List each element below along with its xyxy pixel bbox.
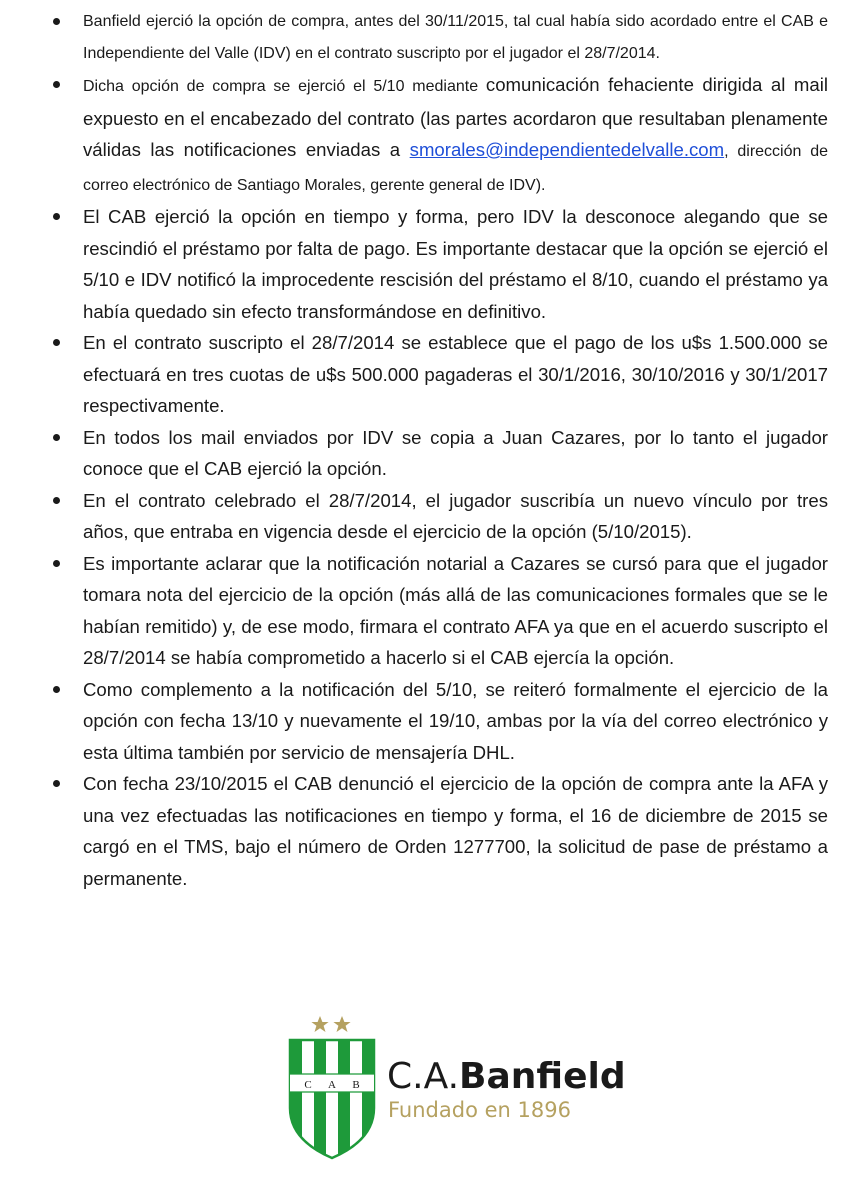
bullet-item bbox=[0, 201, 862, 327]
shield-letter: A bbox=[328, 1079, 336, 1091]
bullet-dot bbox=[53, 18, 60, 25]
bullet-text: Banfield ejerció la opción de compra, antes del 30/11/2015, tal cual había sido acordado entre el CAB e Independiente del Valle (IDV) en el contrato suscripto por el jugador el 28/7/2014. bbox=[83, 13, 828, 62]
bullet-dot bbox=[53, 686, 60, 693]
bullet-item bbox=[0, 485, 862, 548]
club-logo bbox=[286, 1012, 626, 1162]
bullet-item bbox=[0, 6, 862, 69]
shield-letter: B bbox=[352, 1079, 360, 1091]
shield-letter: C bbox=[304, 1079, 312, 1091]
bullet-text: En todos los mail enviados por IDV se copia a Juan Cazares, por lo tanto el jugador conoce que el CAB ejerció la opción. bbox=[83, 426, 828, 479]
bullet-dot bbox=[53, 81, 60, 88]
bullet-text-small: , dirección de correo electrónico de Santiago Morales, gerente general de IDV). bbox=[83, 143, 828, 194]
bullet-text: En el contrato celebrado el 28/7/2014, el jugador suscribía un nuevo vínculo por tres años, que entraba en vigencia desde el ejercicio de la opción (5/10/2015). bbox=[83, 489, 828, 542]
bullet-dot bbox=[53, 339, 60, 346]
bullet-text: Es importante aclarar que la notificación notarial a Cazares se cursó para que el jugador tomara nota del ejercicio de la opción (más allá de las comunicaciones formales que se le habían remitido) y, de ese modo, firmara el contrato AFA ya que en el acuerdo suscripto el 28/7/2014 se había comprometido a hacerlo si el CAB ejercía la opción. bbox=[83, 552, 828, 668]
bullet-text-small: Dicha opción de compra se ejerció el 5/10 mediante bbox=[83, 78, 486, 95]
bullet-dot bbox=[53, 560, 60, 567]
bullet-item bbox=[0, 768, 862, 894]
star-icon bbox=[333, 1016, 350, 1032]
bullet-dot bbox=[53, 780, 60, 787]
bullet-text: comunicación fehaciente dirigida al mail expuesto en el encabezado del contrato (las partes acordaron que resultaban plenamente válidas las notificaciones enviadas a bbox=[83, 74, 828, 160]
bullet-dot bbox=[53, 213, 60, 220]
bullet-item bbox=[0, 327, 862, 422]
star-icon bbox=[311, 1016, 328, 1032]
club-name-bold: Banfield bbox=[459, 1056, 626, 1097]
bullet-dot bbox=[53, 497, 60, 504]
club-tagline: Fundado en 1896 bbox=[388, 1098, 571, 1122]
bullet-text: Con fecha 23/10/2015 el CAB denunció el ejercicio de la opción de compra ante la AFA y una vez efectuadas las notificaciones en tiempo y forma, el 16 de diciembre de 2015 se cargó en el TMS, bajo el número de Orden 1277700, la solicitud de pase de préstamo a permanente. bbox=[83, 773, 828, 889]
bullet-text: El CAB ejerció la opción en tiempo y forma, pero IDV la desconoce alegando que se rescindió el préstamo por falta de pago. Es importante destacar que la opción se ejerció el 5/10 e IDV notificó la improcedente rescisión del préstamo el 8/10, cuando el préstamo ya había quedado sin efecto transformándose en definitivo. bbox=[83, 206, 828, 322]
email-link[interactable]: smorales@independientedelvalle.com bbox=[409, 139, 725, 160]
bullet-dot bbox=[53, 434, 60, 441]
bullet-item bbox=[0, 69, 862, 201]
bullet-item bbox=[0, 674, 862, 769]
bullet-list bbox=[0, 6, 862, 894]
bullet-text: Como complemento a la notificación del 5/10, se reiteró formalmente el ejercicio de la opción con fecha 13/10 y nuevamente el 19/10, ambas por la vía del correo electrónico y esta última también por servicio de mensajería DHL. bbox=[83, 678, 828, 763]
club-name bbox=[387, 1056, 626, 1097]
club-name-prefix: C.A. bbox=[387, 1056, 460, 1097]
bullet-item bbox=[0, 548, 862, 674]
bullet-text: En el contrato suscripto el 28/7/2014 se establece que el pago de los u$s 1.500.000 se efectuará en tres cuotas de u$s 500.000 pagaderas el 30/1/2016, 30/10/2016 y 30/1/2017 respectivamente. bbox=[83, 332, 828, 416]
bullet-item bbox=[0, 422, 862, 485]
club-shield-icon bbox=[286, 1012, 378, 1160]
